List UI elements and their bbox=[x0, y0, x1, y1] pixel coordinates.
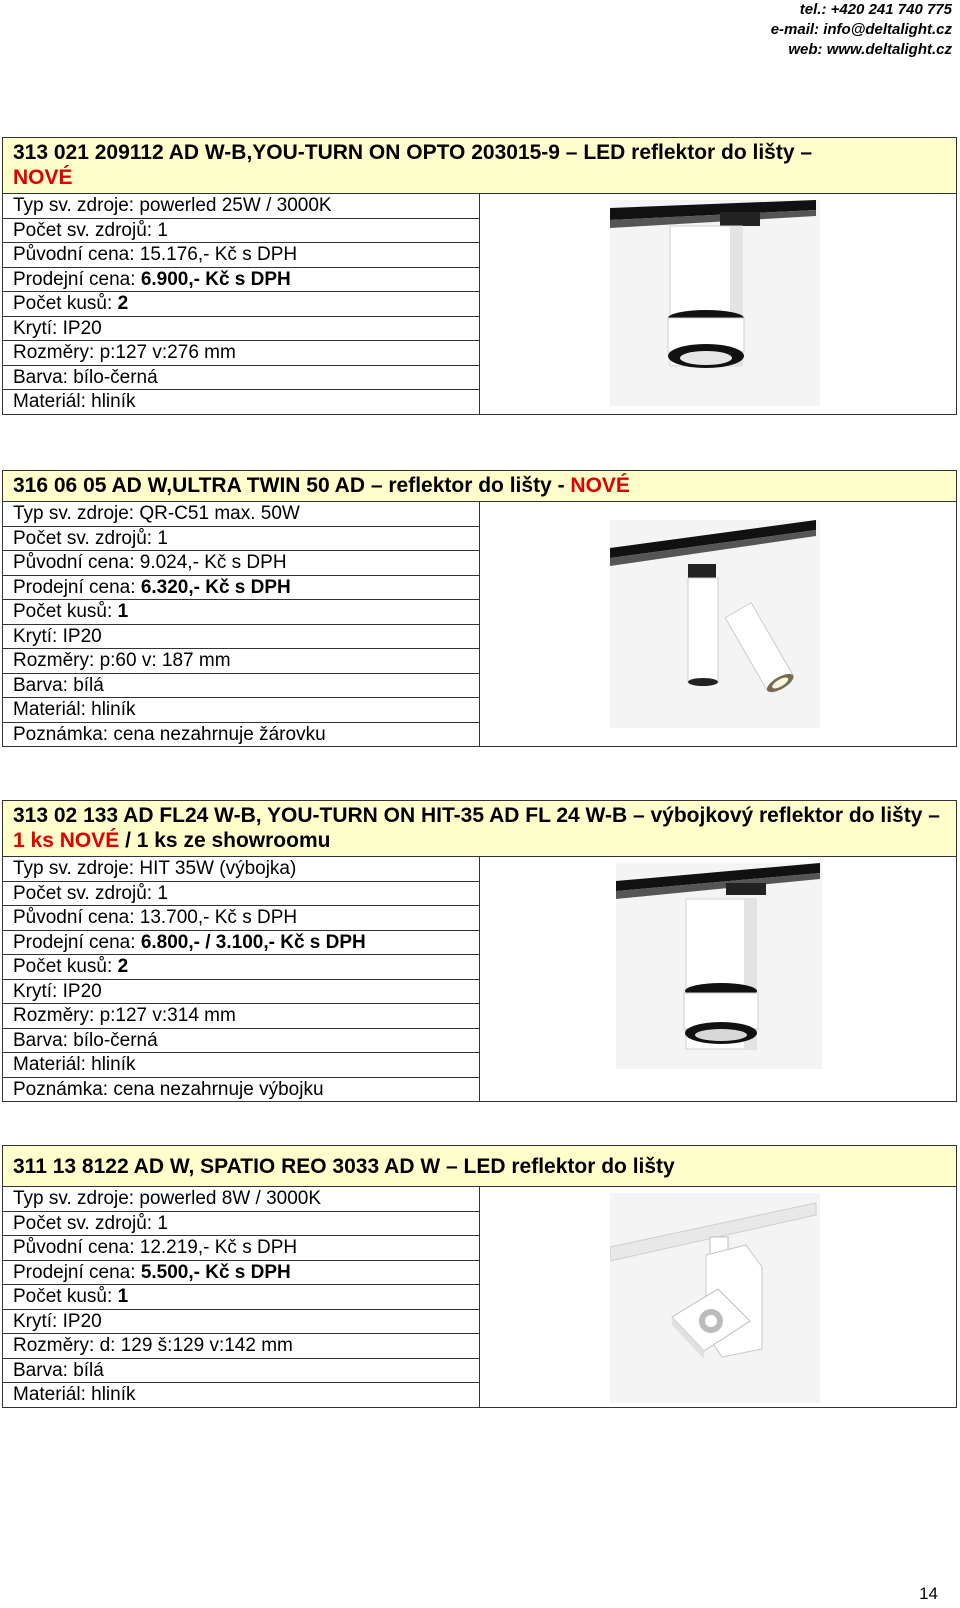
spec-row-price: Prodejní cena: 5.500,- Kč s DPH bbox=[3, 1261, 479, 1286]
spec-row: Krytí: IP20 bbox=[3, 625, 479, 650]
product-block bbox=[2, 137, 957, 415]
spec-row: Typ sv. zdroje: QR-C51 max. 50W bbox=[3, 502, 479, 527]
product-title: 313 02 133 AD FL24 W-B, YOU-TURN ON HIT-35 AD FL 24 W-B – výbojkový reflektor do lišty – 1 ks NOVÉ / 1 ks ze showroomu bbox=[2, 800, 957, 857]
spec-row-price: Prodejní cena: 6.320,- Kč s DPH bbox=[3, 576, 479, 601]
spec-row-qty: Počet kusů: 2 bbox=[3, 955, 479, 980]
spec-row: Materiál: hliník bbox=[3, 1053, 479, 1078]
spec-row: Původní cena: 9.024,- Kč s DPH bbox=[3, 551, 479, 576]
track-spotlight-icon bbox=[610, 200, 820, 406]
product-block bbox=[2, 800, 957, 1102]
product-block bbox=[2, 470, 957, 747]
spec-row-qty: Počet kusů: 2 bbox=[3, 292, 479, 317]
new-badge: NOVÉ bbox=[59, 829, 120, 852]
spec-row: Materiál: hliník bbox=[13, 391, 136, 412]
spec-row: Typ sv. zdroje: HIT 35W (výbojka) bbox=[3, 857, 479, 882]
spec-row: Rozměry: d: 129 š:129 v:142 mm bbox=[3, 1334, 479, 1359]
spec-row: Krytí: IP20 bbox=[3, 1310, 479, 1335]
spec-table bbox=[3, 857, 480, 1101]
spec-row: Materiál: hliník bbox=[3, 698, 479, 723]
product-title: 313 021 209112 AD W-B,YOU-TURN ON OPTO 203015-9 – LED reflektor do lišty – NOVÉ bbox=[2, 137, 957, 194]
spec-row: Typ sv. zdroje: powerled 25W / 3000K bbox=[3, 194, 479, 219]
spec-row: Počet sv. zdrojů: 1 bbox=[3, 219, 479, 244]
spec-row: Barva: bílo-černá bbox=[3, 366, 479, 391]
new-badge: NOVÉ bbox=[570, 474, 630, 497]
spec-row: Původní cena: 12.219,- Kč s DPH bbox=[3, 1236, 479, 1261]
spec-row: Rozměry: p:127 v:276 mm bbox=[3, 341, 479, 366]
spec-row: Typ sv. zdroje: powerled 8W / 3000K bbox=[3, 1187, 479, 1212]
spec-row: Poznámka: cena nezahrnuje výbojku bbox=[13, 1078, 324, 1100]
spec-row: Původní cena: 13.700,- Kč s DPH bbox=[3, 906, 479, 931]
spec-row-qty: Počet kusů: 1 bbox=[3, 600, 479, 625]
square-spotlight-icon bbox=[610, 1193, 820, 1403]
spec-row: Počet sv. zdrojů: 1 bbox=[3, 1212, 479, 1237]
spec-row: Poznámka: cena nezahrnuje žárovku bbox=[13, 723, 326, 745]
twin-spotlight-icon bbox=[610, 520, 820, 728]
spec-row: Rozměry: p:127 v:314 mm bbox=[3, 1004, 479, 1029]
contact-web: web: www.deltalight.cz bbox=[788, 41, 952, 58]
qty-new-note: 1 ks bbox=[13, 829, 54, 852]
spec-row: Počet sv. zdrojů: 1 bbox=[3, 527, 479, 552]
contact-info bbox=[771, 0, 952, 60]
contact-email: e-mail: info@deltalight.cz bbox=[770, 21, 952, 38]
spec-row: Krytí: IP20 bbox=[3, 317, 479, 342]
product-image-cell bbox=[480, 857, 956, 1101]
spec-row: Původní cena: 15.176,- Kč s DPH bbox=[3, 243, 479, 268]
product-image-cell bbox=[480, 1187, 956, 1407]
spec-row-price: Prodejní cena: 6.800,- / 3.100,- Kč s DPH bbox=[3, 931, 479, 956]
spec-table bbox=[3, 194, 480, 414]
page-number: 14 bbox=[919, 1584, 938, 1603]
spec-row-qty: Počet kusů: 1 bbox=[3, 1285, 479, 1310]
spec-row: Materiál: hliník bbox=[13, 1384, 136, 1405]
new-badge: NOVÉ bbox=[13, 166, 73, 189]
product-image-cell bbox=[480, 502, 956, 746]
spec-row: Krytí: IP20 bbox=[3, 980, 479, 1005]
spec-row: Počet sv. zdrojů: 1 bbox=[3, 882, 479, 907]
product-block bbox=[2, 1145, 957, 1408]
contact-phone: tel.: +420 241 740 775 bbox=[799, 1, 952, 18]
product-title: 311 13 8122 AD W, SPATIO REO 3033 AD W – LED reflektor do lišty bbox=[2, 1145, 957, 1187]
product-image-cell bbox=[480, 194, 956, 414]
spec-row-price: Prodejní cena: 6.900,- Kč s DPH bbox=[3, 268, 479, 293]
spec-row: Rozměry: p:60 v: 187 mm bbox=[3, 649, 479, 674]
spec-row: Barva: bílá bbox=[3, 674, 479, 699]
spec-table bbox=[3, 502, 480, 746]
spec-row: Barva: bílá bbox=[3, 1359, 479, 1384]
product-title: 316 06 05 AD W,ULTRA TWIN 50 AD – reflektor do lišty - NOVÉ bbox=[2, 470, 957, 502]
discharge-spotlight-icon bbox=[616, 863, 822, 1069]
spec-row: Barva: bílo-černá bbox=[3, 1029, 479, 1054]
spec-table bbox=[3, 1187, 480, 1407]
